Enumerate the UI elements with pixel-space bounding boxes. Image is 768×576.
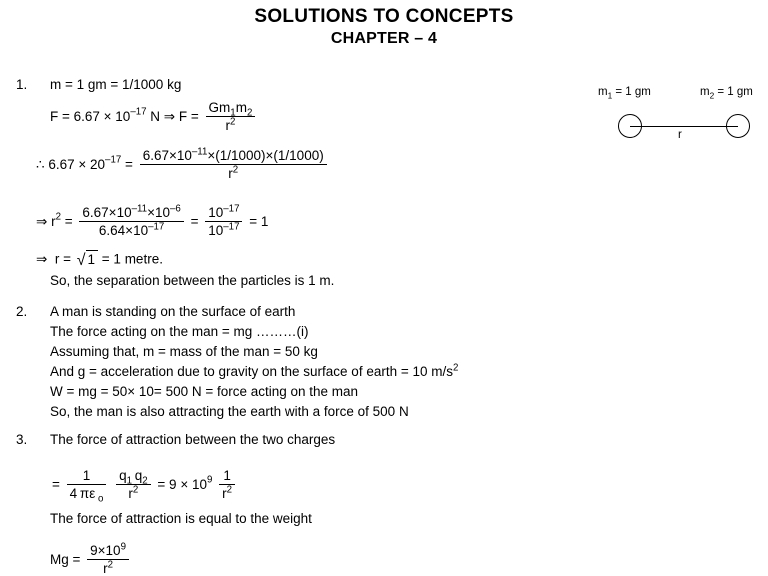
eq1-lhs-exponent: –17: [130, 106, 147, 118]
implies-arrow-icon: ⇒: [36, 214, 48, 229]
fraction-numerator: [116, 468, 151, 485]
charge-q2: q: [134, 468, 143, 483]
problem-1-equation-3: [36, 205, 268, 238]
problem-3-equation-2: [50, 543, 132, 576]
m1-value: = 1 gm: [612, 86, 651, 98]
page-title: SOLUTIONS TO CONCEPTS: [254, 6, 514, 27]
eq2-num-b: ×(1/1000)×(1/1000): [207, 148, 324, 163]
problem-1-equation-4: [36, 250, 163, 268]
problem-3-number: 3.: [16, 432, 28, 447]
fraction-numerator: 1: [67, 468, 107, 485]
problem-2-line-4: [50, 363, 458, 380]
problem-2-line-6: So, the man is also attracting the earth with a force of 500 N: [50, 404, 409, 419]
coulomb-constant-value: = 9 × 10: [157, 477, 207, 492]
fraction-denominator: [206, 117, 256, 133]
problem-1-equation-2: [36, 148, 330, 181]
problem-1-equation-1: [50, 100, 258, 133]
problem-1-number: 1.: [16, 77, 28, 92]
eq1-num-sub2: 2: [246, 107, 253, 119]
fraction-numerator: [205, 205, 242, 222]
fraction-numerator: [206, 100, 256, 117]
eq2-den-exponent: 2: [232, 164, 239, 176]
radicand: 1: [86, 250, 99, 267]
m2-subscript: 2: [709, 91, 715, 101]
fraction-eq3-first: [79, 205, 183, 238]
fraction-denominator: [67, 485, 107, 505]
fraction-numerator: [79, 205, 183, 222]
fraction-gm1m2-over-r2: [206, 100, 256, 133]
fraction-denominator: [205, 222, 242, 238]
diagram-label-m2: [700, 86, 753, 99]
page-subtitle: CHAPTER – 4: [330, 30, 438, 47]
document-header: [0, 6, 768, 49]
eq-coulomb-equals: =: [52, 477, 60, 492]
charge-q2-subscript: 2: [142, 475, 148, 487]
eq2-equals: =: [125, 157, 133, 172]
eq3-f1-num-a: 6.67×10: [82, 205, 132, 220]
problem-3-line-1: The force of attraction between the two charges: [50, 432, 336, 447]
fraction-denominator: [219, 485, 235, 501]
diagram-label-m1: [598, 86, 651, 99]
fraction-one-over-4piepsilon: [67, 468, 107, 505]
eq3-lhs: r: [51, 214, 56, 229]
fraction-one-over-r2: [219, 468, 235, 501]
radius-symbol: r: [222, 486, 227, 501]
fraction-numerator: 1: [219, 468, 235, 485]
fraction-denominator: [87, 560, 129, 576]
eq4-tail: = 1 metre.: [101, 251, 163, 267]
eq1-den: r: [225, 118, 230, 133]
gravity-unit-exponent: 2: [453, 362, 459, 374]
eq2-num-a-exponent: –11: [191, 146, 208, 158]
eq3-f1-num-a-exponent: –11: [131, 203, 148, 215]
eq3-f2-num: 10: [208, 205, 224, 220]
eq3-f2-den-exponent: –17: [223, 221, 240, 233]
fraction-eq3-second: [205, 205, 242, 238]
eq1-lhs: F = 6.67 × 10: [50, 109, 131, 124]
radius-symbol: r: [128, 486, 133, 501]
epsilon-symbol: ε: [89, 486, 96, 501]
problem-2-number: 2.: [16, 304, 28, 319]
weight-lhs: Mg =: [50, 552, 81, 567]
eq3-lhs-exponent: 2: [55, 211, 61, 223]
coulomb-constant-exponent: 9: [206, 474, 213, 486]
weight-num: 9×10: [90, 543, 121, 558]
implies-arrow-icon: ⇒: [36, 251, 48, 267]
m1-subscript: 1: [607, 91, 613, 101]
diagram-label-r: r: [678, 129, 682, 141]
two-mass-separation-diagram: [596, 86, 768, 148]
eq1-mid: F =: [178, 109, 199, 124]
eq2-lhs: 6.67 × 20: [48, 157, 106, 172]
eq2-den: r: [228, 166, 233, 181]
separation-line: [630, 126, 738, 127]
eq3-equals-3: = 1: [249, 214, 269, 229]
problem-2-line-5: W = mg = 50× 10= 500 N = force acting on the man: [50, 384, 359, 399]
problem-1-conclusion: So, the separation between the particles is 1 m.: [50, 273, 335, 288]
charge-q1-subscript: 1: [126, 475, 133, 487]
problem-2-line-1: A man is standing on the surface of earth: [50, 304, 296, 319]
eq3-f2-den: 10: [208, 223, 224, 238]
eq3-f1-den-a: 6.64×10: [98, 223, 149, 238]
implies-arrow-icon: ⇒: [163, 109, 176, 124]
m2-value: = 1 gm: [714, 86, 753, 98]
fraction-denominator: [116, 485, 151, 501]
eq3-f1-den-a-exponent: –17: [148, 221, 165, 233]
radius-exponent: 2: [107, 559, 114, 571]
radical-sign-icon: √: [76, 252, 86, 270]
problem-1-line-1: m = 1 gm = 1/1000 kg: [50, 77, 182, 92]
charge-q1: q: [119, 468, 127, 483]
therefore-icon: ∴: [36, 157, 45, 172]
m1-symbol: m: [598, 86, 608, 98]
radius-exponent: 2: [132, 484, 139, 496]
fraction-numerator: [140, 148, 327, 165]
eq4-lhs: r =: [54, 251, 71, 267]
eq1-den-exponent: 2: [229, 116, 236, 128]
fraction-9e9-over-r2: [87, 543, 129, 576]
eq1-lhs-tail: N: [146, 109, 161, 124]
m2-symbol: m: [700, 86, 710, 98]
fraction-numerator: [87, 543, 129, 560]
eq1-num-G: Gm: [208, 100, 231, 115]
eq3-f1-num-b-exponent: –6: [170, 203, 181, 215]
square-root-expression: [75, 250, 98, 268]
pi-symbol: π: [79, 486, 90, 501]
weight-num-exponent: 9: [120, 541, 126, 553]
fraction-eq2: [140, 148, 327, 181]
problem-2-line-3: Assuming that, m = mass of the man = 50 kg: [50, 344, 318, 359]
fraction-denominator: [140, 165, 327, 181]
eq1-num-m2: m: [235, 100, 247, 115]
eq2-num-a: 6.67×10: [142, 148, 192, 163]
problem-3-equation-1: [52, 468, 238, 505]
radius-exponent: 2: [226, 484, 233, 496]
fraction-q1q2-over-r2: [116, 468, 151, 501]
radius-symbol: r: [103, 561, 108, 576]
fraction-denominator: [79, 222, 183, 238]
eq2-lhs-exponent: –17: [105, 154, 122, 166]
eq1-num-sub1: 1: [230, 107, 236, 119]
eq3-f1-num-b: ×10: [147, 205, 170, 220]
eq3-equals-2: =: [190, 214, 199, 229]
coulomb-4: 4: [69, 486, 78, 501]
gravity-statement: And g = acceleration due to gravity on the surface of earth = 10 m/s: [50, 364, 453, 379]
eq3-equals-1: =: [64, 214, 73, 229]
problem-2-line-2: The force acting on the man = mg ………(i): [50, 324, 309, 339]
eq3-f2-num-exponent: –17: [223, 203, 240, 215]
epsilon-subscript: o: [97, 493, 104, 505]
problem-3-line-2: The force of attraction is equal to the weight: [50, 511, 312, 526]
